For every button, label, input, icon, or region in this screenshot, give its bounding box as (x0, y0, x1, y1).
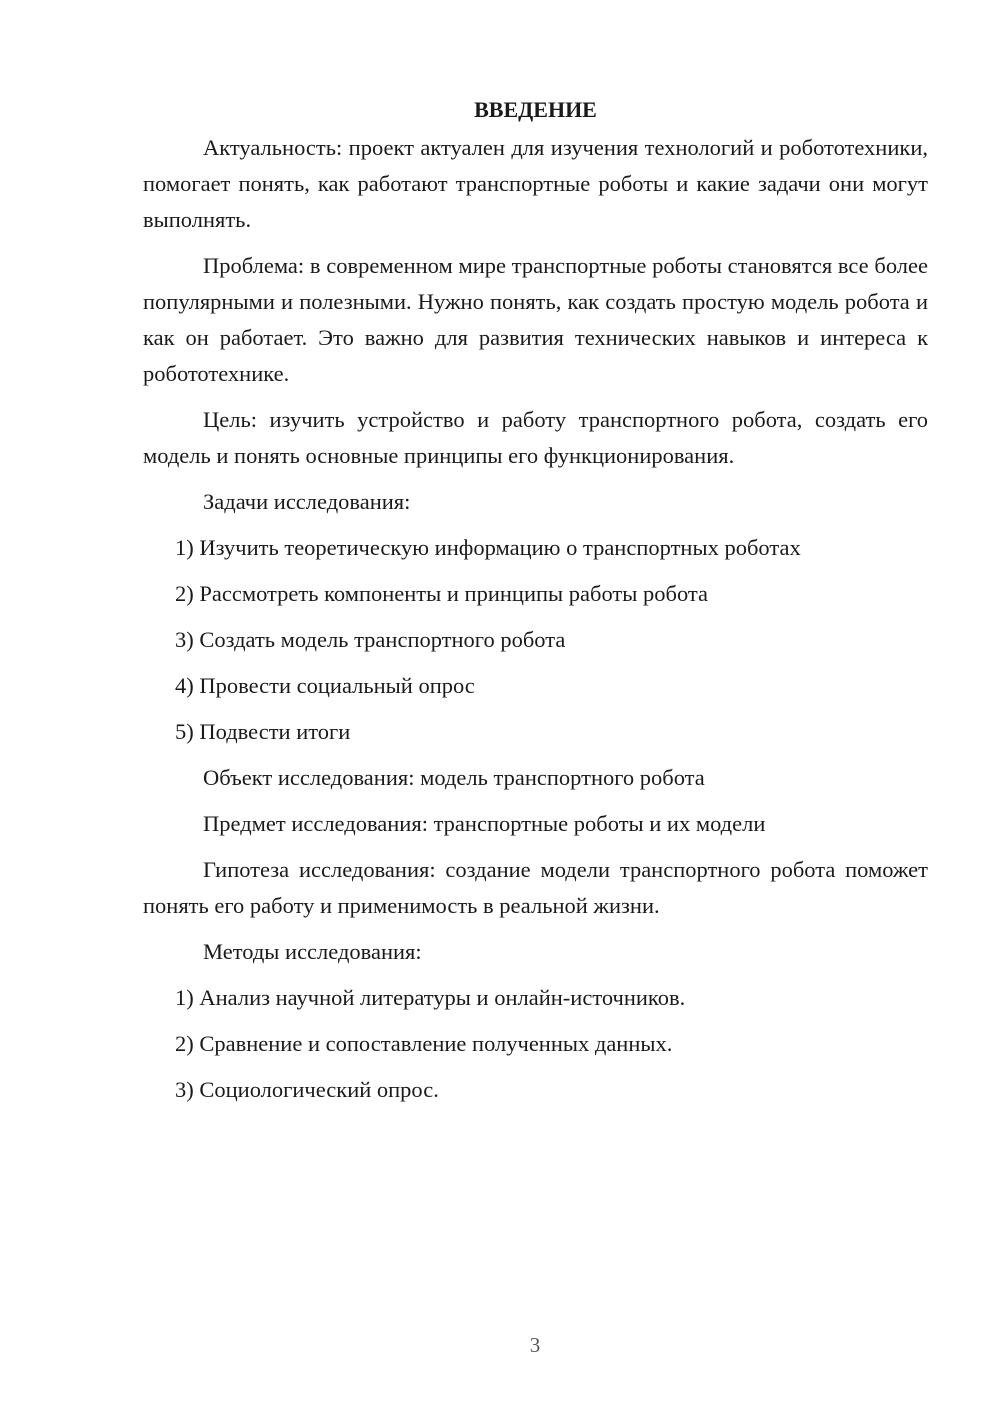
task-item: 4) Провести социальный опрос (175, 673, 475, 698)
section-heading: ВВЕДЕНИЕ (474, 97, 597, 122)
subject-paragraph: Предмет исследования: транспортные роботы и их модели (203, 811, 766, 836)
problem-paragraph: Проблема: в современном мире транспортные роботы становятся все более популярными и полезными. Нужно понять, как создать простую модель робота и как он работает. Это важно для развития технических навыков и интереса к робототехнике. (143, 253, 928, 386)
page-number: 3 (529, 1333, 541, 1357)
relevance-paragraph: Актуальность: проект актуален для изучения технологий и робототехники, помогает понять, как работают транспортные роботы и какие задачи они могут выполнять. (143, 135, 928, 232)
method-item: 3) Социологический опрос. (175, 1077, 439, 1102)
hypothesis-paragraph: Гипотеза исследования: создание модели транспортного робота поможет понять его работу и применимость в реальной жизни. (143, 857, 928, 918)
task-item: 2) Рассмотреть компоненты и принципы работы робота (175, 581, 708, 606)
method-item: 2) Сравнение и сопоставление полученных данных. (175, 1031, 673, 1056)
task-item: 5) Подвести итоги (175, 719, 351, 744)
page-content (143, 94, 928, 1118)
task-item: 3) Создать модель транспортного робота (175, 627, 566, 652)
goal-paragraph: Цель: изучить устройство и работу транспортного робота, создать его модель и понять основные принципы его функционирования. (143, 407, 928, 468)
tasks-title: Задачи исследования: (203, 489, 411, 514)
methods-title: Методы исследования: (203, 939, 422, 964)
object-paragraph: Объект исследования: модель транспортного робота (203, 765, 705, 790)
task-item: 1) Изучить теоретическую информацию о транспортных роботах (175, 535, 801, 560)
method-item: 1) Анализ научной литературы и онлайн-источников. (175, 985, 686, 1010)
